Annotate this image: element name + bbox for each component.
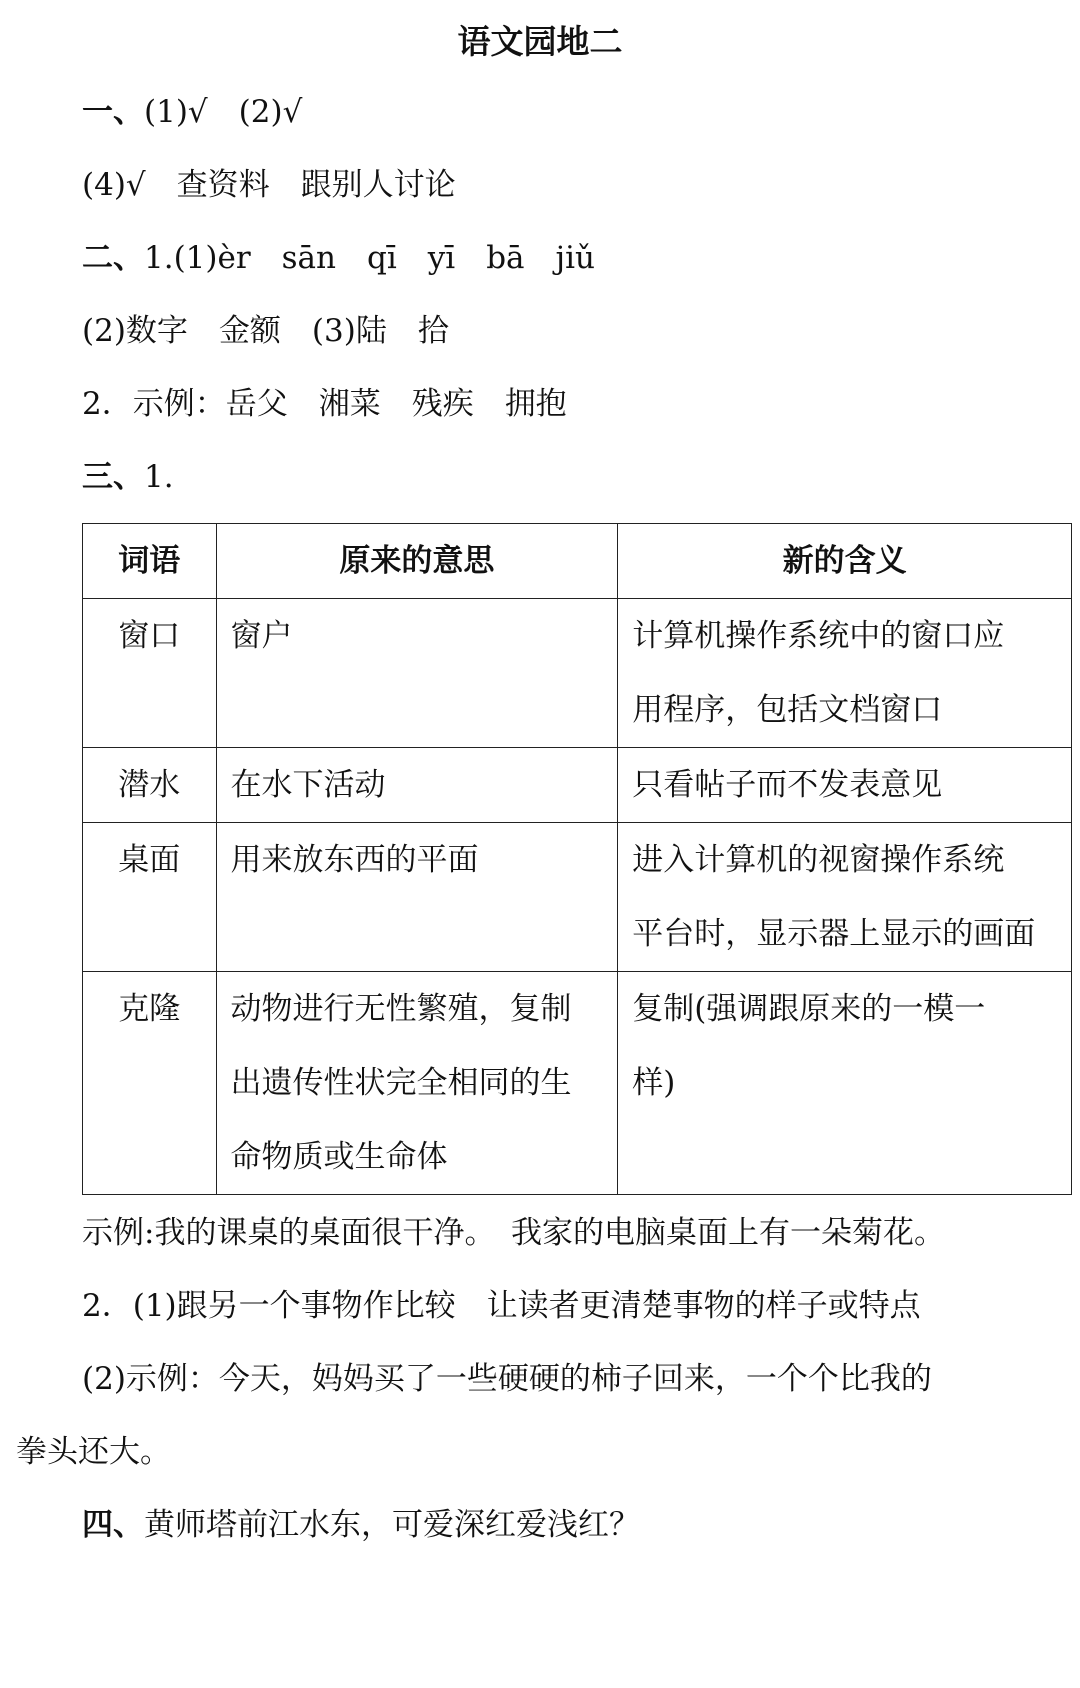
- section-1-line-2: (4)√ 查资料 跟别人讨论: [82, 167, 456, 203]
- section-1-line-1: [82, 92, 302, 132]
- cell-spacer: [632, 1120, 1057, 1194]
- table-cell-word: [83, 972, 217, 1195]
- cell-text: 平台时，显示器上显示的画面: [632, 916, 1036, 952]
- table-cell-new: [618, 599, 1072, 748]
- table-cell-original: [216, 972, 618, 1195]
- cell-text: 样): [632, 1065, 676, 1101]
- word-meaning-table: [82, 523, 1072, 1195]
- section-3-label: 三、: [82, 459, 144, 495]
- cell-text: 进入计算机的视窗操作系统: [632, 842, 1005, 878]
- table-row: [83, 748, 1072, 823]
- cell-text: 动物进行无性繁殖，复制: [230, 991, 572, 1027]
- cell-text: 计算机操作系统中的窗口应: [632, 618, 1005, 654]
- cell-text: 窗户: [230, 618, 293, 654]
- section-1-answers-a: (1)√ (2)√: [144, 94, 303, 130]
- cell-text: 用程序，包括文档窗口: [632, 692, 943, 728]
- section-2-line-1: [82, 238, 595, 278]
- section-4-line: [82, 1505, 640, 1545]
- section-2-label: 二、: [82, 240, 144, 276]
- table-cell-new: [618, 823, 1072, 972]
- section-4-label: 四、: [82, 1507, 144, 1543]
- cell-spacer: [231, 897, 604, 971]
- cell-text: 出遗传性状完全相同的生: [230, 1065, 572, 1101]
- table-cell-original: [216, 748, 618, 823]
- table-header-row: [83, 524, 1072, 599]
- table-cell-word: [83, 823, 217, 972]
- section-3-line-2: 2．(1)跟另一个事物作比较 让读者更清楚事物的样子或特点: [82, 1288, 921, 1324]
- table-cell-new: [618, 972, 1072, 1195]
- section-4-text: 黄师塔前江水东，可爱深红爱浅红？: [144, 1507, 640, 1543]
- page-title: 语文园地二: [457, 22, 623, 61]
- table-header-word: 词语: [83, 524, 217, 599]
- table-cell-new: [618, 748, 1072, 823]
- table-cell-word: [83, 599, 217, 748]
- cell-text: 只看帖子而不发表意见: [632, 767, 943, 803]
- cell-text: 潜水: [118, 767, 181, 803]
- table-row: [83, 972, 1072, 1195]
- table-cell-original: [216, 599, 618, 748]
- cell-text: 在水下活动: [230, 767, 386, 803]
- cell-text: 窗口: [118, 618, 181, 654]
- section-2-pinyin: 1.(1)èr sān qī yī bā jiǔ: [144, 240, 596, 276]
- section-3-example: 示例:我的课桌的桌面很干净。 我家的电脑桌面上有一朵菊花。: [82, 1215, 945, 1251]
- cell-text: 桌面: [118, 842, 181, 878]
- section-2-line-2: (2)数字 金额 (3)陆 拾: [82, 313, 449, 349]
- table-row: [83, 599, 1072, 748]
- section-3-line-4: 拳头还大。: [16, 1434, 171, 1470]
- table-cell-original: [216, 823, 618, 972]
- cell-text: 命物质或生命体: [230, 1139, 448, 1175]
- table-cell-word: [83, 748, 217, 823]
- cell-text: 复制(强调跟原来的一模一: [632, 991, 986, 1027]
- table-row: [83, 823, 1072, 972]
- section-3-line-1: [82, 457, 174, 497]
- table-header-original: 原来的意思: [216, 524, 618, 599]
- section-3-item-1: 1.: [144, 459, 174, 495]
- section-2-line-3: 2．示例：岳父 湘菜 残疾 拥抱: [82, 386, 567, 422]
- table-header-new: 新的含义: [618, 524, 1072, 599]
- cell-spacer: [231, 673, 604, 747]
- cell-text: 用来放东西的平面: [230, 842, 479, 878]
- section-1-label: 一、: [82, 94, 144, 130]
- cell-text: 克隆: [118, 991, 181, 1027]
- section-3-line-3: (2)示例：今天，妈妈买了一些硬硬的柿子回来，一个个比我的: [82, 1361, 932, 1397]
